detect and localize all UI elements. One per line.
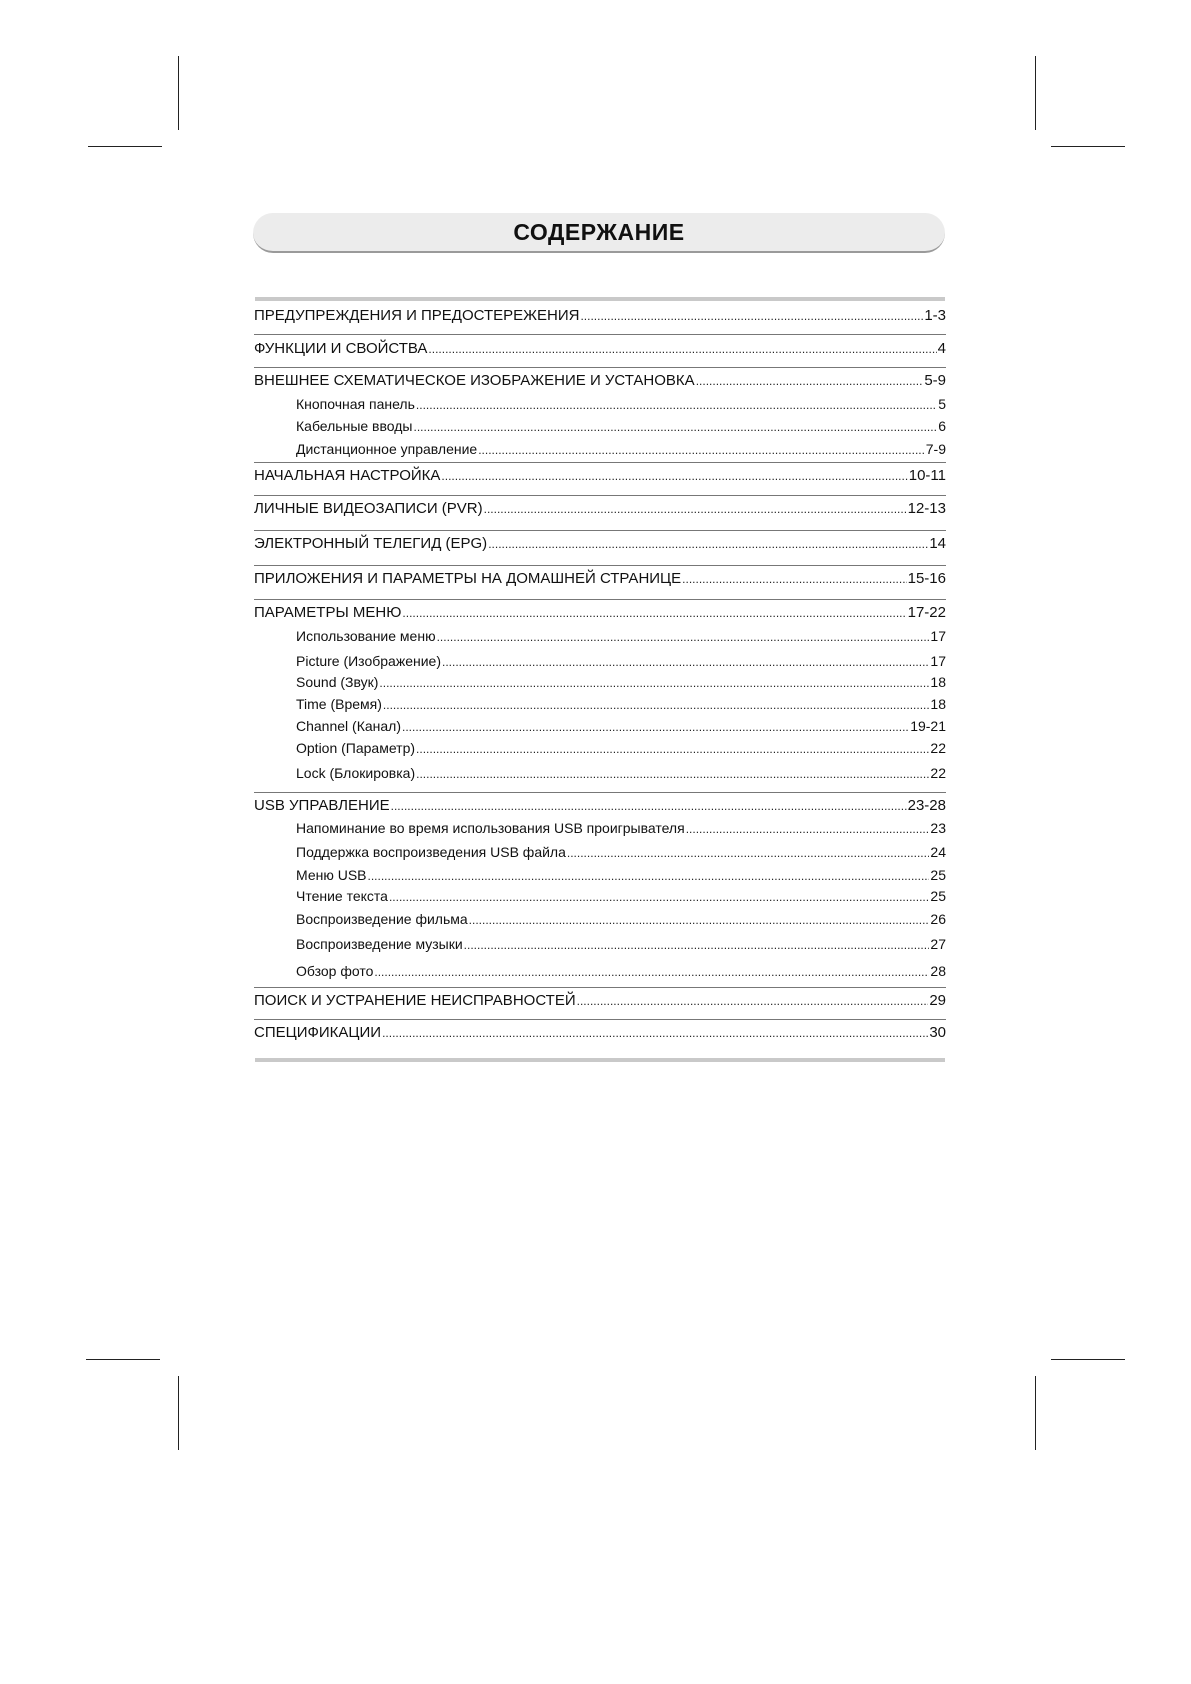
toc-page-number: 22 bbox=[930, 765, 946, 781]
toc-entry-title: НАЧАЛЬНАЯ НАСТРОЙКА bbox=[254, 467, 441, 484]
toc-entry-title: Sound (Звук) bbox=[296, 674, 379, 690]
toc-entry-title: Поддержка воспроизведения USB файла bbox=[296, 844, 566, 860]
toc-entry-title: Кабельные вводы bbox=[296, 418, 413, 434]
toc-page-number: 18 bbox=[930, 674, 946, 690]
toc-entry-title: Воспроизведение фильма bbox=[296, 911, 468, 927]
toc-entry-title: Обзор фото bbox=[296, 963, 374, 979]
toc-entry-title: ПРИЛОЖЕНИЯ И ПАРАМЕТРЫ НА ДОМАШНЕЙ СТРАНИЦЕ bbox=[254, 570, 682, 587]
toc-entry-title: Дистанционное управление bbox=[296, 441, 478, 457]
dot-leader bbox=[379, 673, 929, 692]
toc-entry-title: USB УПРАВЛЕНИЕ bbox=[254, 797, 390, 814]
dot-leader bbox=[416, 395, 937, 414]
toc-entry bbox=[254, 467, 946, 485]
toc-page-number: 17-22 bbox=[907, 604, 946, 621]
dot-leader bbox=[383, 695, 930, 714]
dot-leader bbox=[437, 627, 930, 646]
toc-subentry bbox=[296, 395, 946, 414]
toc-page-number: 19-21 bbox=[910, 718, 946, 734]
toc-page-number: 25 bbox=[930, 888, 946, 904]
crop-mark bbox=[178, 56, 179, 130]
toc-subentry bbox=[296, 819, 946, 838]
toc-entry bbox=[254, 797, 946, 815]
toc-entry bbox=[254, 307, 946, 325]
dot-leader bbox=[469, 910, 930, 929]
dot-leader bbox=[382, 1024, 928, 1042]
toc-entry bbox=[254, 604, 946, 622]
toc-page-number: 18 bbox=[930, 696, 946, 712]
toc-page-number: 24 bbox=[930, 844, 946, 860]
toc-subentry bbox=[296, 962, 946, 981]
top-rule bbox=[255, 297, 945, 301]
toc-page-number: 28 bbox=[930, 963, 946, 979]
toc-page-number: 14 bbox=[929, 535, 946, 552]
toc-subentry bbox=[296, 739, 946, 758]
dot-leader bbox=[580, 307, 923, 325]
toc-page-number: 27 bbox=[930, 936, 946, 952]
dot-leader bbox=[413, 417, 937, 436]
toc-subentry bbox=[296, 843, 946, 862]
toc-subentry bbox=[296, 764, 946, 783]
toc-entry-title: ФУНКЦИИ И СВОЙСТВА bbox=[254, 340, 428, 357]
toc-subentry bbox=[296, 440, 946, 459]
toc-subentry bbox=[296, 627, 946, 646]
toc-entry-title: Lock (Блокировка) bbox=[296, 765, 416, 781]
toc-page-number: 5-9 bbox=[924, 372, 946, 389]
dot-leader bbox=[391, 797, 907, 815]
toc-entry-title: Напоминание во время использования USB проигрывателя bbox=[296, 820, 685, 836]
toc-entry-title: Кнопочная панель bbox=[296, 396, 415, 412]
dot-leader bbox=[441, 467, 907, 485]
crop-mark bbox=[88, 146, 162, 147]
dot-leader bbox=[428, 340, 936, 358]
toc-entry-title: ПРЕДУПРЕЖДЕНИЯ И ПРЕДОСТЕРЕЖЕНИЯ bbox=[254, 307, 580, 324]
toc-page-number: 17 bbox=[930, 653, 946, 669]
crop-mark bbox=[1051, 146, 1125, 147]
dot-leader bbox=[577, 992, 929, 1010]
toc-entry-title: ЭЛЕКТРОННЫЙ ТЕЛЕГИД (EPG) bbox=[254, 535, 488, 552]
crop-mark bbox=[86, 1359, 160, 1360]
contents-title-bar bbox=[253, 213, 945, 253]
dot-leader bbox=[416, 764, 929, 783]
toc-subentry bbox=[296, 887, 946, 906]
toc-subentry bbox=[296, 695, 946, 714]
toc-page-number: 17 bbox=[930, 628, 946, 644]
toc-subentry bbox=[296, 935, 946, 954]
toc-page-number: 12-13 bbox=[907, 500, 946, 517]
toc-entry-title: Channel (Канал) bbox=[296, 718, 401, 734]
toc-entry-title: Использование меню bbox=[296, 628, 436, 644]
toc-entry-title: Меню USB bbox=[296, 867, 367, 883]
dot-leader bbox=[402, 717, 909, 736]
toc-page-number: 6 bbox=[938, 418, 946, 434]
toc-entry bbox=[254, 500, 946, 518]
toc-entry-title: Time (Время) bbox=[296, 696, 382, 712]
toc-entry-title: ВНЕШНЕЕ СХЕМАТИЧЕСКОЕ ИЗОБРАЖЕНИЕ И УСТАНОВКА bbox=[254, 372, 695, 389]
toc-page-number: 26 bbox=[930, 911, 946, 927]
toc-entry-title: ПАРАМЕТРЫ МЕНЮ bbox=[254, 604, 402, 621]
toc-entry bbox=[254, 372, 946, 390]
toc-entry-title: СПЕЦИФИКАЦИИ bbox=[254, 1024, 382, 1041]
crop-mark bbox=[1035, 1376, 1036, 1450]
toc-entry-title: Чтение текста bbox=[296, 888, 388, 904]
toc-page-number: 7-9 bbox=[925, 441, 946, 457]
toc-page-number: 22 bbox=[930, 740, 946, 756]
bottom-rule bbox=[255, 1058, 945, 1062]
dot-leader bbox=[464, 935, 930, 954]
toc-subentry bbox=[296, 417, 946, 436]
dot-leader bbox=[696, 372, 924, 390]
page-title: СОДЕРЖАНИЕ bbox=[513, 218, 685, 245]
toc-page-number: 4 bbox=[937, 340, 946, 357]
dot-leader bbox=[368, 866, 930, 885]
dot-leader bbox=[374, 962, 929, 981]
toc-page-number: 25 bbox=[930, 867, 946, 883]
toc-entry-title: Picture (Изображение) bbox=[296, 653, 441, 669]
toc-entry-title: Воспроизведение музыки bbox=[296, 936, 463, 952]
toc-subentry bbox=[296, 652, 946, 671]
toc-subentry bbox=[296, 717, 946, 736]
dot-leader bbox=[389, 887, 929, 906]
toc-entry-title: ПОИСК И УСТРАНЕНИЕ НЕИСПРАВНОСТЕЙ bbox=[254, 992, 576, 1009]
toc-page-number: 23-28 bbox=[907, 797, 946, 814]
toc-entry bbox=[254, 570, 946, 588]
toc-subentry bbox=[296, 910, 946, 929]
toc-entry bbox=[254, 1024, 946, 1042]
dot-leader bbox=[416, 739, 929, 758]
toc-page-number: 5 bbox=[938, 396, 946, 412]
toc-entry bbox=[254, 340, 946, 358]
toc-subentry bbox=[296, 866, 946, 885]
dot-leader bbox=[682, 570, 906, 588]
crop-mark bbox=[1051, 1359, 1125, 1360]
toc-page-number: 23 bbox=[930, 820, 946, 836]
toc-page-number: 15-16 bbox=[907, 570, 946, 587]
toc-page-number: 1-3 bbox=[924, 307, 946, 324]
toc-entry bbox=[254, 992, 946, 1010]
crop-mark bbox=[1035, 56, 1036, 130]
toc-page-number: 10-11 bbox=[908, 467, 946, 484]
toc-entry-title: ЛИЧНЫЕ ВИДЕОЗАПИСИ (PVR) bbox=[254, 500, 483, 517]
dot-leader bbox=[478, 440, 925, 459]
toc-page-number: 30 bbox=[929, 1024, 946, 1041]
dot-leader bbox=[686, 819, 930, 838]
dot-leader bbox=[484, 500, 907, 518]
crop-mark bbox=[178, 1376, 179, 1450]
toc-entry-title: Option (Параметр) bbox=[296, 740, 416, 756]
toc-subentry bbox=[296, 673, 946, 692]
toc-entry bbox=[254, 535, 946, 553]
dot-leader bbox=[402, 604, 906, 622]
dot-leader bbox=[567, 843, 930, 862]
dot-leader bbox=[442, 652, 929, 671]
dot-leader bbox=[488, 535, 928, 553]
toc-page-number: 29 bbox=[929, 992, 946, 1009]
